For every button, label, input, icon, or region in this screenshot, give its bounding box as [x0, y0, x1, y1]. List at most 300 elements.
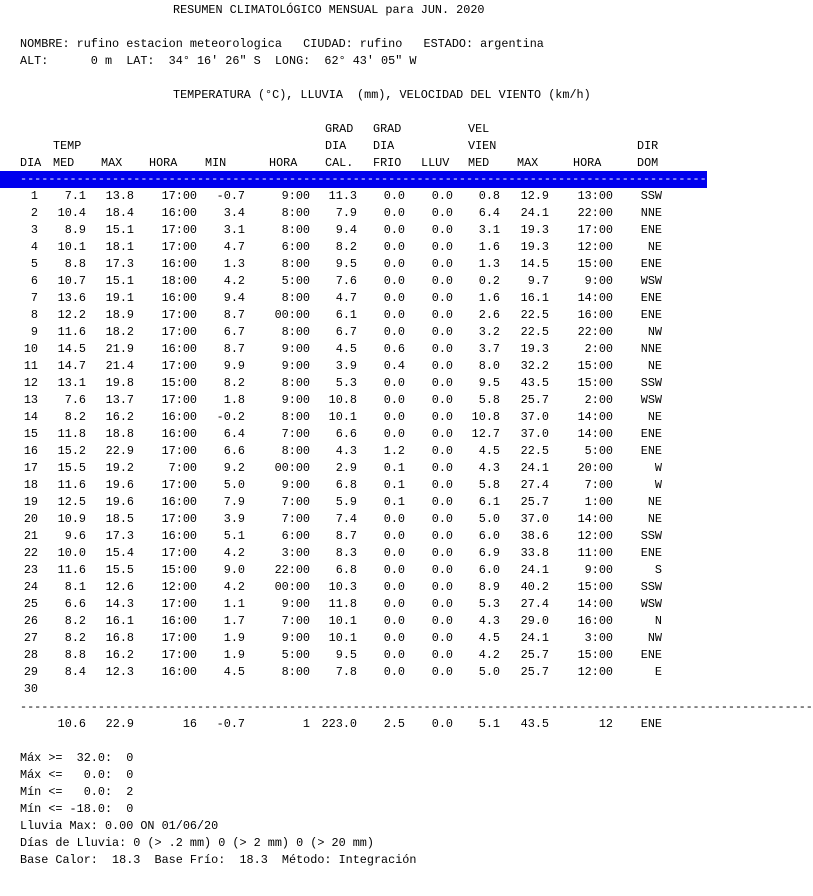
- cell-hora-max: 16:00: [161, 291, 197, 305]
- cell-temp-max: 13.7: [105, 393, 134, 407]
- cell-grad-frio: 0.0: [383, 291, 405, 305]
- cell-grad-cal: 6.1: [335, 308, 357, 322]
- cell-lluv: 0.0: [431, 206, 453, 220]
- cell-hora-min: 7:00: [281, 495, 310, 509]
- cell-dia: 10: [23, 342, 38, 356]
- cell-dia: 27: [23, 631, 38, 645]
- cell-dia: 6: [30, 274, 38, 288]
- cell-hora-vel: 15:00: [577, 580, 613, 594]
- cell-temp-max: 14.3: [105, 597, 134, 611]
- header-dom: DOM: [637, 156, 659, 170]
- cell-hora-vel: 12:00: [577, 240, 613, 254]
- cell-hora-vel: 12:00: [577, 529, 613, 543]
- header-vel-med: MED: [468, 156, 490, 170]
- cell-temp-med: 10.4: [57, 206, 86, 220]
- cell-hora-min: 7:00: [281, 427, 310, 441]
- header-frio: FRIO: [373, 156, 402, 170]
- header-dia: DIA: [20, 156, 42, 170]
- table-row: [0, 681, 707, 698]
- header-vien: VIEN: [468, 139, 497, 153]
- cell-hora-vel: 14:00: [577, 410, 613, 424]
- cell-hora-min: 8:00: [281, 223, 310, 237]
- cell-lluv: 0.0: [431, 325, 453, 339]
- cell-hora-vel: 20:00: [577, 461, 613, 475]
- cell-temp-max: 17.3: [105, 529, 134, 543]
- cell-vel-med: 3.2: [478, 325, 500, 339]
- cell-dir-dom: ENE: [640, 717, 662, 731]
- location-info: ALT: 0 m LAT: 34° 16' 26" S LONG: 62° 43' 05" W: [20, 54, 417, 68]
- cell-vel-max: 12.9: [520, 189, 549, 203]
- cell-hora-vel: 14:00: [577, 291, 613, 305]
- cell-hora-max: 16:00: [161, 614, 197, 628]
- cell-vel-max: 25.7: [520, 665, 549, 679]
- cell-vel-max: 24.1: [520, 631, 549, 645]
- cell-grad-frio: 2.5: [383, 717, 405, 731]
- cell-dir-dom: NNE: [640, 206, 662, 220]
- table-row: [0, 562, 707, 579]
- cell-lluv: 0.0: [431, 546, 453, 560]
- cell-hora-max: 17:00: [161, 359, 197, 373]
- cell-temp-med: 11.6: [57, 325, 86, 339]
- cell-hora-min: 00:00: [274, 308, 310, 322]
- cell-vel-max: 14.5: [520, 257, 549, 271]
- cell-grad-frio: 0.0: [383, 274, 405, 288]
- cell-vel-med: 9.5: [478, 376, 500, 390]
- cell-temp-med: 6.6: [64, 597, 86, 611]
- cell-hora-min: 6:00: [281, 240, 310, 254]
- cell-grad-frio: 0.0: [383, 580, 405, 594]
- cell-grad-frio: 0.0: [383, 546, 405, 560]
- cell-vel-med: 6.9: [478, 546, 500, 560]
- cell-hora-max: 17:00: [161, 546, 197, 560]
- cell-grad-cal: 9.5: [335, 648, 357, 662]
- cell-dia: 13: [23, 393, 38, 407]
- cell-temp-min: 9.9: [223, 359, 245, 373]
- cell-dia: 29: [23, 665, 38, 679]
- cell-vel-med: 5.3: [478, 597, 500, 611]
- cell-hora-max: 16:00: [161, 495, 197, 509]
- cell-hora-max: 7:00: [168, 461, 197, 475]
- cell-vel-max: 25.7: [520, 648, 549, 662]
- cell-lluv: 0.0: [431, 274, 453, 288]
- cell-grad-cal: 3.9: [335, 359, 357, 373]
- table-row: [0, 205, 707, 222]
- header-row-1: [0, 121, 707, 138]
- cell-hora-min: 9:00: [281, 189, 310, 203]
- cell-vel-med: 8.0: [478, 359, 500, 373]
- cell-dir-dom: N: [654, 614, 662, 628]
- summary-line: Mín <= -18.0: 0: [20, 802, 134, 816]
- cell-dir-dom: ENE: [640, 291, 662, 305]
- cell-dia: 24: [23, 580, 38, 594]
- cell-dia: 23: [23, 563, 38, 577]
- cell-vel-max: 24.1: [520, 461, 549, 475]
- cell-temp-max: 19.8: [105, 376, 134, 390]
- table-row: [0, 511, 707, 528]
- cell-grad-frio: 0.0: [383, 393, 405, 407]
- cell-temp-max: 16.8: [105, 631, 134, 645]
- header-dir: DIR: [637, 139, 659, 153]
- cell-temp-max: 19.2: [105, 461, 134, 475]
- cell-vel-max: 43.5: [520, 376, 549, 390]
- cell-hora-min: 5:00: [281, 274, 310, 288]
- cell-vel-max: 29.0: [520, 614, 549, 628]
- cell-grad-frio: 0.0: [383, 563, 405, 577]
- cell-vel-med: 1.6: [478, 240, 500, 254]
- cell-temp-med: 10.0: [57, 546, 86, 560]
- cell-hora-min: 6:00: [281, 529, 310, 543]
- cell-temp-med: 8.8: [64, 257, 86, 271]
- cell-lluv: 0.0: [431, 240, 453, 254]
- summary-line: Base Calor: 18.3 Base Frío: 18.3 Método: Integración: [20, 853, 417, 867]
- cell-temp-min: 1.8: [223, 393, 245, 407]
- table-row: [0, 222, 707, 239]
- cell-temp-max: 16.1: [105, 614, 134, 628]
- cell-temp-min: 6.7: [223, 325, 245, 339]
- cell-hora-max: 17:00: [161, 444, 197, 458]
- cell-temp-min: 4.7: [223, 240, 245, 254]
- cell-grad-frio: 0.0: [383, 376, 405, 390]
- table-row: [0, 256, 707, 273]
- cell-temp-max: 22.9: [105, 444, 134, 458]
- cell-hora-vel: 16:00: [577, 614, 613, 628]
- cell-temp-max: 18.8: [105, 427, 134, 441]
- cell-vel-med: 5.8: [478, 393, 500, 407]
- cell-dir-dom: W: [654, 478, 662, 492]
- cell-grad-cal: 5.9: [335, 495, 357, 509]
- cell-grad-cal: 11.8: [328, 597, 357, 611]
- cell-hora-max: 17:00: [161, 631, 197, 645]
- cell-dia: 17: [23, 461, 38, 475]
- cell-temp-med: 7.1: [64, 189, 86, 203]
- cell-temp-min: 4.2: [223, 546, 245, 560]
- cell-temp-med: 15.5: [57, 461, 86, 475]
- cell-grad-frio: 0.0: [383, 240, 405, 254]
- cell-temp-max: 13.8: [105, 189, 134, 203]
- cell-vel-med: 5.8: [478, 478, 500, 492]
- table-row: [0, 528, 707, 545]
- cell-dia: 22: [23, 546, 38, 560]
- cell-grad-cal: 7.9: [335, 206, 357, 220]
- cell-hora-vel: 22:00: [577, 206, 613, 220]
- cell-vel-max: 37.0: [520, 512, 549, 526]
- cell-lluv: 0.0: [431, 648, 453, 662]
- cell-grad-frio: 0.1: [383, 495, 405, 509]
- table-row: [0, 613, 707, 630]
- cell-lluv: 0.0: [431, 580, 453, 594]
- cell-temp-med: 13.6: [57, 291, 86, 305]
- cell-hora-min: 8:00: [281, 665, 310, 679]
- summary-line: Días de Lluvia: 0 (> .2 mm) 0 (> 2 mm) 0 (> 20 mm): [20, 836, 374, 850]
- cell-lluv: 0.0: [431, 614, 453, 628]
- cell-vel-max: 27.4: [520, 597, 549, 611]
- header-hora-max: HORA: [149, 156, 178, 170]
- cell-temp-med: 10.6: [57, 717, 86, 731]
- table-row: [0, 426, 707, 443]
- cell-grad-cal: 10.8: [328, 393, 357, 407]
- cell-grad-frio: 0.6: [383, 342, 405, 356]
- cell-vel-med: 4.3: [478, 614, 500, 628]
- cell-dir-dom: WSW: [640, 274, 662, 288]
- units-line: TEMPERATURA (°C), LLUVIA (mm), VELOCIDAD DEL VIENTO (km/h): [173, 88, 591, 102]
- cell-hora-min: 00:00: [274, 461, 310, 475]
- cell-temp-med: 12.2: [57, 308, 86, 322]
- cell-vel-med: 6.1: [478, 495, 500, 509]
- cell-lluv: 0.0: [431, 665, 453, 679]
- table-row: [0, 358, 707, 375]
- cell-hora-vel: 7:00: [584, 478, 613, 492]
- cell-hora-vel: 1:00: [584, 495, 613, 509]
- cell-hora-vel: 12:00: [577, 665, 613, 679]
- table-row: [0, 188, 707, 205]
- cell-dir-dom: WSW: [640, 393, 662, 407]
- cell-temp-min: 1.7: [223, 614, 245, 628]
- cell-dia: 12: [23, 376, 38, 390]
- cell-dir-dom: NE: [647, 410, 662, 424]
- cell-lluv: 0.0: [431, 563, 453, 577]
- cell-dia: 1: [30, 189, 38, 203]
- cell-temp-med: 8.8: [64, 648, 86, 662]
- cell-dir-dom: NE: [647, 240, 662, 254]
- cell-dia: 26: [23, 614, 38, 628]
- cell-temp-max: 12.6: [105, 580, 134, 594]
- summary-line: Máx >= 32.0: 0: [20, 751, 134, 765]
- cell-temp-min: 9.4: [223, 291, 245, 305]
- header-dia-cal: DIA: [325, 139, 347, 153]
- cell-temp-min: 1.3: [223, 257, 245, 271]
- cell-vel-med: 4.3: [478, 461, 500, 475]
- cell-temp-max: 18.4: [105, 206, 134, 220]
- table-row: [0, 579, 707, 596]
- cell-hora-vel: 15:00: [577, 359, 613, 373]
- cell-lluv: 0.0: [431, 359, 453, 373]
- cell-vel-max: 22.5: [520, 325, 549, 339]
- cell-vel-max: 43.5: [520, 717, 549, 731]
- cell-hora-min: 00:00: [274, 580, 310, 594]
- cell-vel-med: 5.0: [478, 512, 500, 526]
- cell-hora-vel: 15:00: [577, 648, 613, 662]
- cell-temp-med: 8.2: [64, 614, 86, 628]
- cell-temp-max: 16.2: [105, 648, 134, 662]
- cell-temp-min: 9.2: [223, 461, 245, 475]
- cell-vel-med: 0.8: [478, 189, 500, 203]
- cell-hora-max: 17:00: [161, 325, 197, 339]
- cell-dia: 3: [30, 223, 38, 237]
- cell-temp-med: 15.2: [57, 444, 86, 458]
- cell-hora-min: 7:00: [281, 512, 310, 526]
- cell-hora-max: 16:00: [161, 410, 197, 424]
- cell-hora-vel: 17:00: [577, 223, 613, 237]
- cell-grad-frio: 0.0: [383, 512, 405, 526]
- header-hora-vel: HORA: [573, 156, 602, 170]
- summary-line: Mín <= 0.0: 2: [20, 785, 134, 799]
- cell-vel-max: 37.0: [520, 410, 549, 424]
- cell-temp-max: 17.3: [105, 257, 134, 271]
- cell-grad-cal: 6.7: [335, 325, 357, 339]
- cell-hora-max: 18:00: [161, 274, 197, 288]
- cell-vel-max: 40.2: [520, 580, 549, 594]
- cell-dir-dom: ENE: [640, 648, 662, 662]
- cell-vel-med: 5.1: [478, 717, 500, 731]
- cell-hora-min: 8:00: [281, 444, 310, 458]
- cell-grad-frio: 0.0: [383, 427, 405, 441]
- cell-vel-med: 6.4: [478, 206, 500, 220]
- cell-hora-max: 17:00: [161, 478, 197, 492]
- cell-temp-med: 11.8: [57, 427, 86, 441]
- cell-vel-max: 24.1: [520, 563, 549, 577]
- cell-dia: 7: [30, 291, 38, 305]
- cell-hora-max: 17:00: [161, 223, 197, 237]
- cell-temp-med: 7.6: [64, 393, 86, 407]
- cell-dir-dom: ENE: [640, 257, 662, 271]
- cell-grad-cal: 5.3: [335, 376, 357, 390]
- cell-grad-frio: 0.0: [383, 308, 405, 322]
- cell-temp-max: 16.2: [105, 410, 134, 424]
- cell-dia: 25: [23, 597, 38, 611]
- cell-lluv: 0.0: [431, 410, 453, 424]
- cell-temp-min: 5.1: [223, 529, 245, 543]
- cell-grad-cal: 2.9: [335, 461, 357, 475]
- cell-dia: 28: [23, 648, 38, 662]
- cell-dir-dom: ENE: [640, 308, 662, 322]
- cell-grad-cal: 10.3: [328, 580, 357, 594]
- cell-vel-max: 27.4: [520, 478, 549, 492]
- cell-vel-max: 22.5: [520, 444, 549, 458]
- header-temp: TEMP: [53, 139, 82, 153]
- cell-temp-min: 5.0: [223, 478, 245, 492]
- cell-dia: 2: [30, 206, 38, 220]
- cell-vel-max: 16.1: [520, 291, 549, 305]
- cell-vel-med: 4.5: [478, 444, 500, 458]
- cell-hora-max: 16:00: [161, 342, 197, 356]
- station-info: NOMBRE: rufino estacion meteorologica CIUDAD: rufino ESTADO: argentina: [20, 37, 544, 51]
- cell-temp-max: 19.1: [105, 291, 134, 305]
- cell-lluv: 0.0: [431, 189, 453, 203]
- cell-hora-vel: 2:00: [584, 393, 613, 407]
- cell-grad-frio: 0.0: [383, 223, 405, 237]
- cell-hora-min: 9:00: [281, 359, 310, 373]
- cell-dir-dom: SSW: [640, 376, 662, 390]
- cell-dia: 9: [30, 325, 38, 339]
- header-vel-vien: VEL: [468, 122, 490, 136]
- table-row: [0, 341, 707, 358]
- cell-temp-max: 12.3: [105, 665, 134, 679]
- cell-grad-cal: 9.4: [335, 223, 357, 237]
- cell-vel-med: 1.3: [478, 257, 500, 271]
- cell-dir-dom: W: [654, 461, 662, 475]
- cell-hora-min: 8:00: [281, 206, 310, 220]
- cell-temp-min: -0.7: [216, 189, 245, 203]
- cell-lluv: 0.0: [431, 257, 453, 271]
- cell-temp-max: 21.4: [105, 359, 134, 373]
- cell-lluv: 0.0: [431, 291, 453, 305]
- cell-temp-med: 11.6: [57, 478, 86, 492]
- cell-temp-min: 4.2: [223, 580, 245, 594]
- cell-hora-vel: 22:00: [577, 325, 613, 339]
- cell-hora-max: 17:00: [161, 308, 197, 322]
- cell-lluv: 0.0: [431, 495, 453, 509]
- table-row: [0, 290, 707, 307]
- cell-temp-max: 15.1: [105, 223, 134, 237]
- cell-hora-vel: 14:00: [577, 597, 613, 611]
- cell-grad-cal: 8.3: [335, 546, 357, 560]
- cell-temp-max: 18.1: [105, 240, 134, 254]
- cell-hora-max: 16:00: [161, 665, 197, 679]
- cell-temp-min: 6.4: [223, 427, 245, 441]
- cell-temp-med: 11.6: [57, 563, 86, 577]
- cell-temp-med: 9.6: [64, 529, 86, 543]
- cell-grad-cal: 10.1: [328, 614, 357, 628]
- cell-vel-med: 0.2: [478, 274, 500, 288]
- cell-lluv: 0.0: [431, 631, 453, 645]
- cell-vel-max: 19.3: [520, 342, 549, 356]
- cell-lluv: 0.0: [431, 308, 453, 322]
- header-cal: CAL.: [325, 156, 354, 170]
- cell-grad-cal: 4.7: [335, 291, 357, 305]
- cell-grad-frio: 0.1: [383, 461, 405, 475]
- cell-dia: 19: [23, 495, 38, 509]
- cell-grad-cal: 8.2: [335, 240, 357, 254]
- cell-vel-max: 38.6: [520, 529, 549, 543]
- cell-temp-med: 10.9: [57, 512, 86, 526]
- cell-dir-dom: SSW: [640, 189, 662, 203]
- cell-hora-min: 9:00: [281, 597, 310, 611]
- cell-dia: 16: [23, 444, 38, 458]
- cell-vel-max: 19.3: [520, 223, 549, 237]
- table-row: [0, 647, 707, 664]
- header-med: MED: [53, 156, 75, 170]
- cell-vel-max: 25.7: [520, 495, 549, 509]
- cell-lluv: 0.0: [431, 461, 453, 475]
- cell-temp-max: 18.9: [105, 308, 134, 322]
- footer-separator: ----------------------------------------------------------------------------------------------------------------: [20, 700, 813, 714]
- cell-hora-max: 15:00: [161, 376, 197, 390]
- cell-temp-max: 18.5: [105, 512, 134, 526]
- cell-hora-vel: 16:00: [577, 308, 613, 322]
- cell-hora-vel: 2:00: [584, 342, 613, 356]
- cell-grad-frio: 0.0: [383, 325, 405, 339]
- report-title: RESUMEN CLIMATOLÓGICO MENSUAL para JUN. 2020: [173, 3, 485, 17]
- cell-grad-frio: 0.0: [383, 597, 405, 611]
- cell-grad-frio: 0.0: [383, 648, 405, 662]
- cell-temp-med: 10.1: [57, 240, 86, 254]
- cell-hora-min: 9:00: [281, 631, 310, 645]
- header-lluv: LLUV: [421, 156, 450, 170]
- cell-dir-dom: SSW: [640, 529, 662, 543]
- cell-lluv: 0.0: [431, 529, 453, 543]
- cell-grad-cal: 9.5: [335, 257, 357, 271]
- cell-hora-min: 8:00: [281, 257, 310, 271]
- cell-hora-min: 9:00: [281, 478, 310, 492]
- header-hora-min: HORA: [269, 156, 298, 170]
- cell-hora-vel: 5:00: [584, 444, 613, 458]
- cell-temp-max: 21.9: [105, 342, 134, 356]
- cell-grad-frio: 0.0: [383, 206, 405, 220]
- header-dia-frio: DIA: [373, 139, 395, 153]
- cell-hora-max: 17:00: [161, 512, 197, 526]
- cell-grad-cal: 7.8: [335, 665, 357, 679]
- cell-hora-max: 16:00: [161, 529, 197, 543]
- cell-hora-vel: 3:00: [584, 631, 613, 645]
- cell-dia: 11: [23, 359, 38, 373]
- cell-temp-min: 7.9: [223, 495, 245, 509]
- cell-vel-med: 3.7: [478, 342, 500, 356]
- cell-temp-med: 14.7: [57, 359, 86, 373]
- cell-dir-dom: ENE: [640, 427, 662, 441]
- cell-hora-max: 17:00: [161, 597, 197, 611]
- header-separator-bar: [0, 171, 813, 188]
- cell-grad-cal: 10.1: [328, 410, 357, 424]
